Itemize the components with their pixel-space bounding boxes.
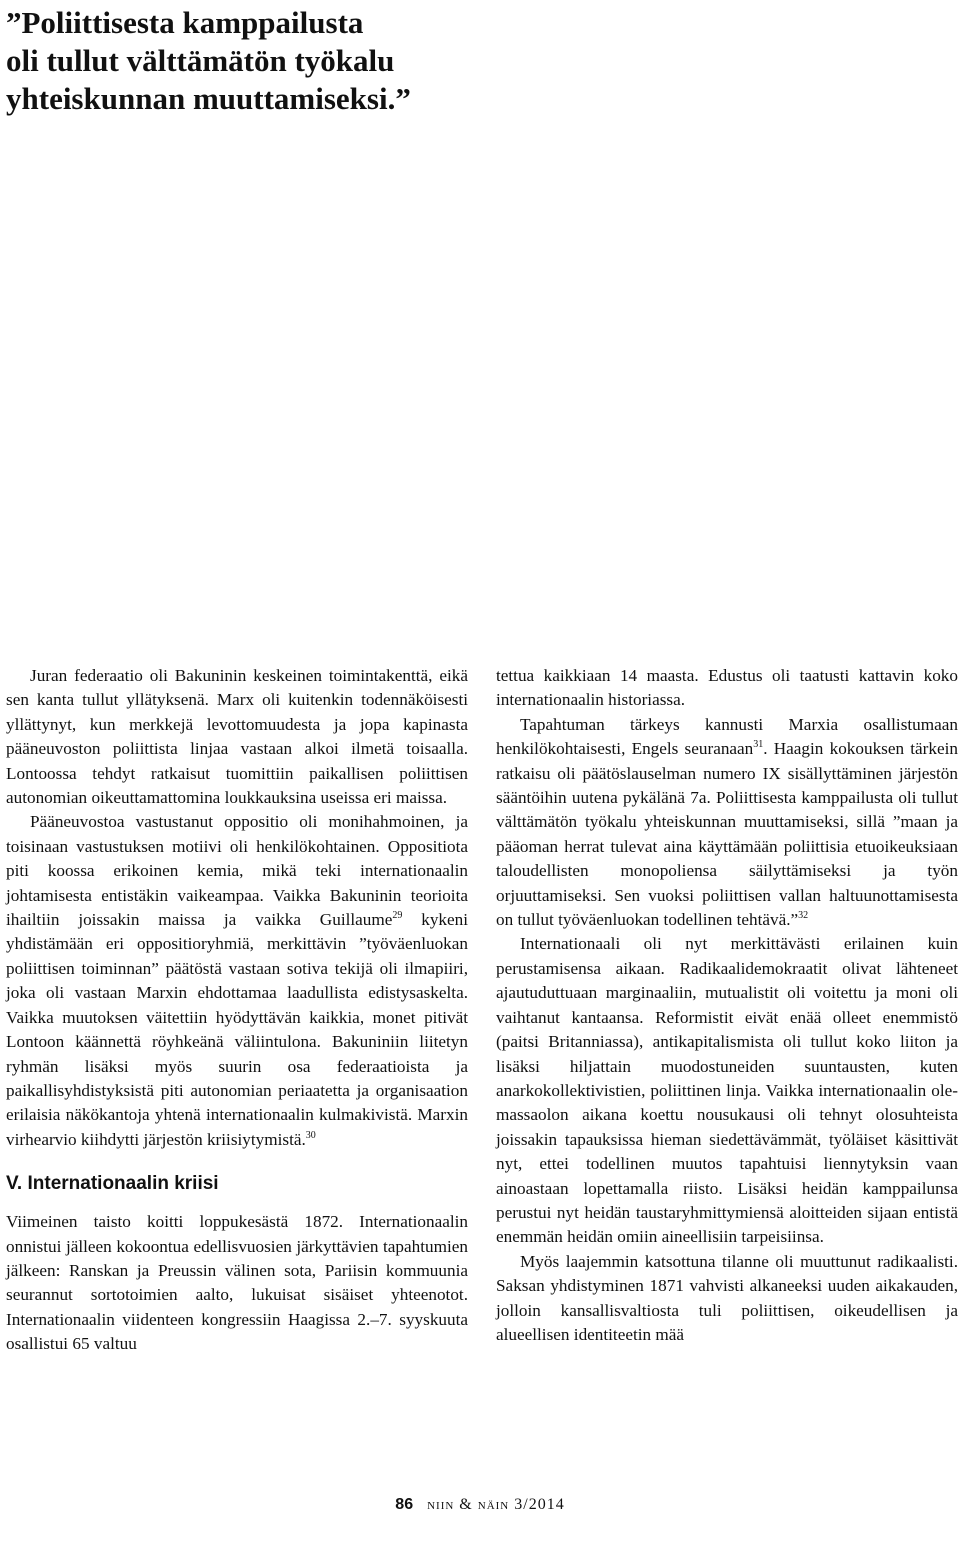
- paragraph: [6, 810, 468, 1152]
- paragraph: Internationaali oli nyt merkittävästi erilainen kuin perustamisensa aikaan. Radikaalidemokraatit olivat lähteneet ajautuduttuaan marginaaliin, mutualistit oli voitettu ja moni oli vaihtanut kantaansa. Reformistit eivät enää olleet enemmistö (paitsi Britanniassa), antikapitalismista oli tullut koko liiton ja lisäksi hiljattain muodostuneiden suuntausten, kuten anarkokollektivistien, poliittinen linja. Vaikka internationaalin olemassaolon aikana koettu nousukausi oli tehnyt olosuhteista joissakin tapauksissa hieman siedettävämmät, työläiset käsittivät nyt, ettei todellinen muutos tapahtuisi liennytyksin vaan ainoastaan lopettamalla riisto. Lisäksi heidän kamppailunsa perustui nyt heidän taustaryhmittymiensä aloitteiden sijaan entistä enemmän heidän omiin aineellisiin tarpeisiinsa.: [496, 934, 958, 1247]
- paragraph-text: kykeni yhdistämään eri oppositioryhmiä, merkittävin ”työväenluokan poliittisen toiminnan” päätöstä vastaan sotiva tekijä oli ilmapiiri, joka oli vastaan Marxin ehdottamaa laadullista edistysaskelta. Vaikka muutoksen väitettiin hyödyttävän kaikkia, monet pitivät Lontoon käännettä röyhkeänä väliintulona. Bakuniniin liitetyn ryhmän lisäksi myös suurin osa federaatioista ja paikallisyhdistyksistä piti autonomian periaatetta ja organisaation erilaisia näkökantoja yhtenä internationaalin kulmakivistä. Marxin virhearvio kiihdytti järjestön kriisiytymistä.: [6, 910, 469, 1149]
- paragraph-text: . Haagin kokouksen tärkein ratkaisu oli päätöslauselman numero IX sisällyttäminen järjestön sääntöihin uutena pykälänä 7a. Poliittisesta kamppailusta oli tullut välttämätön työkalu yhteiskunnan muuttamiseksi, sillä ”maan ja pääoman herrat tulevat aina käyttämään poliittisia etuoikeuksiaan taloudellisten monopoliensa säilyttämiseksi ja työn orjuuttamiseksi. Sen vuoksi poliittisen vallan haltuunottamisesta on tullut työväenluokan todellinen tehtävä.”: [496, 739, 958, 930]
- footnote-ref: 29: [392, 910, 403, 922]
- footnote-ref: 30: [305, 1129, 316, 1141]
- section-heading: V. Internationaalin kriisi: [6, 1173, 219, 1195]
- pull-quote-line: oli tullut välttämätön työkalu: [6, 43, 395, 78]
- pull-quote: [6, 4, 566, 118]
- paragraph: Viimeinen taisto koitti loppukesästä 1872. Internationaalin onnistui jälleen kokoontua edellisvuosien järkyttävien tapahtumien jälkeen: Ranskan ja Preussin välinen sota, Pariisin kommuunia seurannut sortotoimien aalto, lukuisat sisäiset yhteenotot. Internationaalin viidenteen kongressiin Haagissa 2.–7. syyskuuta osallistui 65 valtuu: [6, 1212, 468, 1354]
- paragraph-text: Tapahtuman tärkeys kannusti Marxia osallistumaan henkilökohtaisesti, Engels seuranaan: [496, 714, 958, 759]
- pull-quote-line: ”Poliittisesta kamppailusta: [6, 5, 364, 40]
- footnote-ref: 32: [798, 910, 809, 922]
- left-column: [6, 664, 468, 1357]
- page-number: 86: [395, 1496, 414, 1513]
- footnote-ref: 31: [753, 739, 764, 751]
- magazine-name: niin & näin 3/2014: [427, 1496, 565, 1513]
- paragraph: tettua kaikkiaan 14 maasta. Edustus oli taatusti kattavin koko internationaalin historiassa.: [496, 666, 958, 710]
- paragraph: Myös laajemmin katsottuna tilanne oli muuttunut radikaalisti. Saksan yhdistyminen 1871 vahvisti alkaneeksi uuden aikakauden, jolloin kansallisvaltiosta tuli poliittisen, oikeudellisen ja alueellisen identiteetin mää: [496, 1251, 958, 1344]
- paragraph-text: Pääneuvostoa vastustanut oppositio oli monihahmoinen, ja toisinaan vastustuksen motiivi oli henkilökohtainen. Oppositiota piti koossa erikoinen kemia, mikä teki internationaalin johtamisesta entistäkin vaikeampaa. Vaikka Bakuninin teorioita ihailtiin joissakin maissa ja vaikka Guillaume: [6, 812, 468, 930]
- paragraph: Juran federaatio oli Bakuninin keskeinen toimintakenttä, eikä sen kanta tullut yllätyksenä. Marx oli kuitenkin todennäköisesti yllättynyt, kun merkkejä levottomuudesta ja jopa kapinasta pääneuvoston poliittista linjaa vastaan alkoi ilmetä toisaalla. Lontoossa tehdyt ratkaisut tuomittiin paikallisen poliittisen autonomian oikeuttamattomina loukkauksina useissa eri maissa.: [6, 666, 468, 808]
- pull-quote-line: yhteiskunnan muuttamiseksi.”: [6, 81, 411, 116]
- page-footer: [0, 1495, 960, 1515]
- right-column: [496, 664, 958, 1347]
- paragraph: [496, 713, 958, 933]
